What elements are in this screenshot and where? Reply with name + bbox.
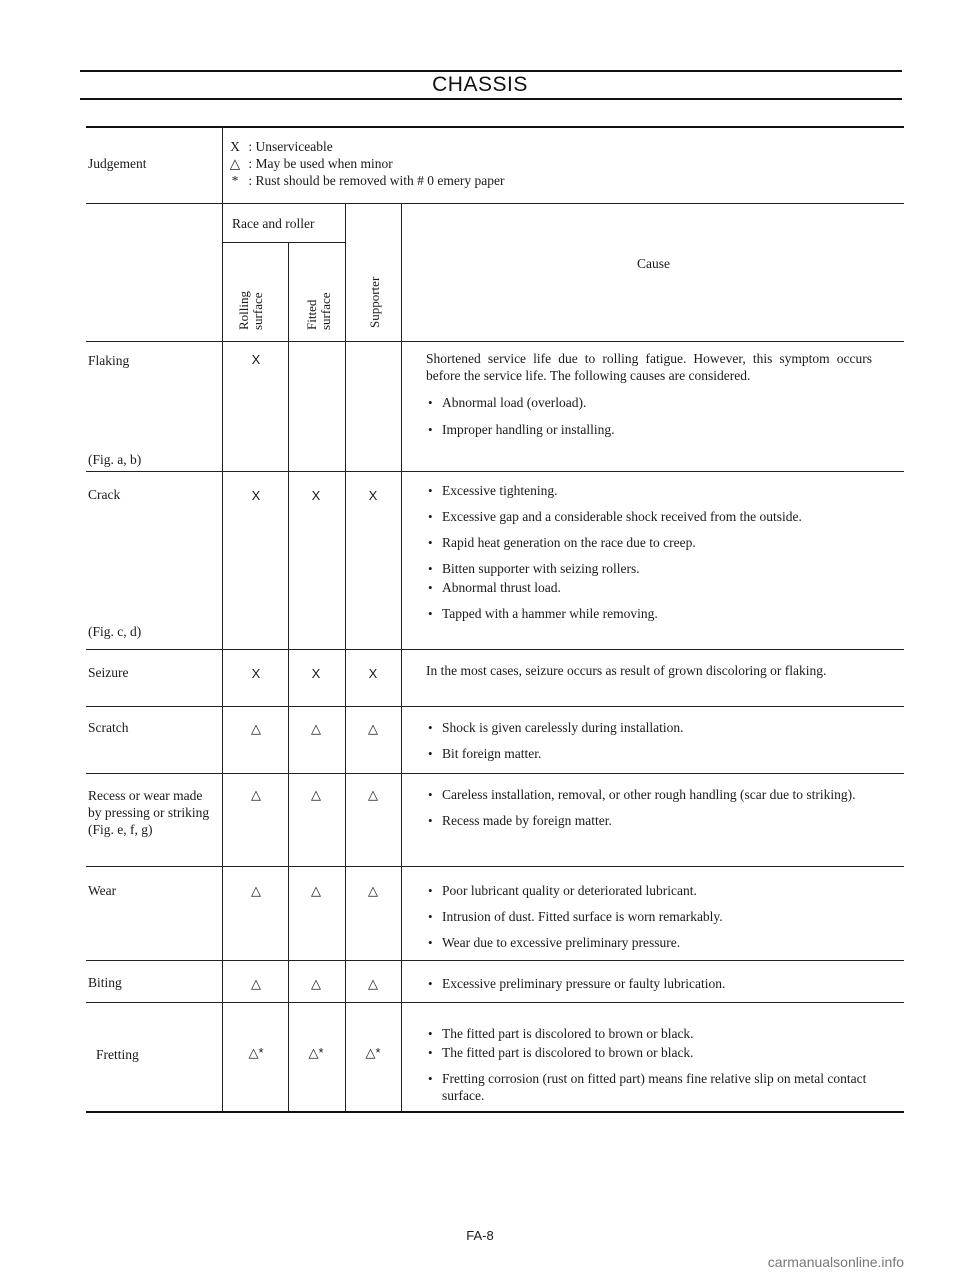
header-bottom-rule xyxy=(80,98,902,100)
mark-fitted: △* xyxy=(308,1045,324,1060)
cause-bullet: • Rapid heat generation on the race due to creep. xyxy=(426,534,872,551)
cause-bullet: • Improper handling or installing. xyxy=(426,421,872,438)
legend-text: May be used when minor xyxy=(255,156,393,171)
judgement-label: Judgement xyxy=(88,156,147,171)
row-name-seizure: Seizure xyxy=(88,665,129,680)
row-name-flaking: Flaking xyxy=(88,353,130,368)
mark-supporter: △ xyxy=(368,976,378,991)
row-rule-seizure xyxy=(86,706,904,707)
group-header-rule xyxy=(222,242,346,243)
mark-supporter: △ xyxy=(368,787,378,802)
row-fig-recess: (Fig. e, f, g) xyxy=(88,822,153,837)
row-rule-crack xyxy=(86,649,904,650)
cause-cell-scratch xyxy=(426,719,872,762)
cause-cell-crack xyxy=(426,482,872,622)
cause-bullet: • Bit foreign matter. xyxy=(426,745,872,762)
legend-item-unserviceable: X : Unserviceable xyxy=(225,138,333,155)
mark-supporter: X xyxy=(368,488,378,503)
legend-symbol: △ xyxy=(229,156,241,171)
mark-rolling: △ xyxy=(251,883,261,898)
mark-supporter: △* xyxy=(365,1045,381,1060)
legend-item-rust: * : Rust should be removed with # 0 emery paper xyxy=(225,172,504,189)
mark-rolling: △ xyxy=(251,721,261,736)
fitted-surface-header: Fitted surface xyxy=(304,292,333,330)
cause-cell-wear xyxy=(426,882,872,951)
cause-cell-flaking xyxy=(426,350,872,438)
row-fig-flaking: (Fig. a, b) xyxy=(88,452,142,467)
row-name-biting: Biting xyxy=(88,975,122,990)
mark-rolling: X xyxy=(251,666,261,681)
mark-fitted: △ xyxy=(311,721,321,736)
rolling-surface-header: Rolling surface xyxy=(236,290,265,330)
watermark: carmanualsonline.info xyxy=(767,1254,904,1270)
mark-rolling: △ xyxy=(251,787,261,802)
row-rule-biting xyxy=(86,1002,904,1003)
row-name-fretting: Fretting xyxy=(96,1047,139,1062)
mark-fitted: △ xyxy=(311,976,321,991)
cause-bullet: • Careless installation, removal, or other rough handling (scar due to striking). xyxy=(426,786,872,803)
cause-bullet: • Wear due to excessive preliminary pressure. xyxy=(426,934,872,951)
legend-bottom-rule xyxy=(86,203,904,204)
header-top-rule xyxy=(80,70,902,72)
cause-bullet: • Excessive preliminary pressure or faulty lubrication. xyxy=(426,975,872,992)
row-fig-crack: (Fig. c, d) xyxy=(88,624,142,639)
legend-text: Rust should be removed with # 0 emery paper xyxy=(255,173,505,188)
cause-bullet: • The fitted part is discolored to brown or black. xyxy=(426,1025,872,1042)
cause-bullet: • Excessive gap and a considerable shock received from the outside. xyxy=(426,508,872,525)
legend-text: Unserviceable xyxy=(255,139,333,154)
legend-symbol: X xyxy=(230,139,240,154)
cause-cell-recess xyxy=(426,786,872,829)
legend-symbol: * xyxy=(231,173,239,188)
row-name-scratch: Scratch xyxy=(88,720,129,735)
mark-fitted: △ xyxy=(311,883,321,898)
row-rule-flaking xyxy=(86,471,904,472)
cause-bullet: • Excessive tightening. xyxy=(426,482,872,499)
row-name-wear: Wear xyxy=(88,883,117,898)
cause-cell-fretting xyxy=(426,1025,872,1104)
cause-intro: Shortened service life due to rolling fatigue. However, this symptom occurs before the service life. The following causes are considered. xyxy=(426,351,872,383)
mark-supporter: △ xyxy=(368,883,378,898)
table-top-rule xyxy=(86,126,904,128)
cause-bullet: • Poor lubricant quality or deteriorated lubricant. xyxy=(426,882,872,899)
cause-cell-seizure xyxy=(426,662,872,679)
mark-fitted: X xyxy=(311,666,321,681)
row-name-recess: Recess or wear made by pressing or striking (Fig. e, f, g) xyxy=(88,787,216,838)
mark-supporter: △ xyxy=(368,721,378,736)
divider-left-col xyxy=(222,127,223,1112)
mark-rolling: X xyxy=(251,352,261,367)
table-bottom-rule xyxy=(86,1111,904,1113)
mark-fitted: △ xyxy=(311,787,321,802)
mark-rolling: X xyxy=(251,488,261,503)
column-header-rule xyxy=(86,341,904,342)
cause-bullet: • Shock is given carelessly during installation. xyxy=(426,719,872,736)
row-rule-recess xyxy=(86,866,904,867)
mark-fitted: X xyxy=(311,488,321,503)
cause-bullet: • Bitten supporter with seizing rollers. xyxy=(426,560,872,577)
row-name-crack: Crack xyxy=(88,487,121,502)
race-roller-header: Race and roller xyxy=(232,216,315,231)
page-number: FA-8 xyxy=(466,1228,494,1243)
cause-bullet: • Intrusion of dust. Fitted surface is worn remarkably. xyxy=(426,908,872,925)
supporter-header: Supporter xyxy=(367,276,382,328)
cause-bullet: • Recess made by foreign matter. xyxy=(426,812,872,829)
cause-intro: In the most cases, seizure occurs as result of grown discoloring or flaking. xyxy=(426,663,827,678)
mark-supporter: X xyxy=(368,666,378,681)
mark-rolling: △ xyxy=(251,976,261,991)
cause-bullet: • Abnormal thrust load. xyxy=(426,579,872,596)
cause-bullet: • Fretting corrosion (rust on fitted part) means fine relative slip on metal contact surface. xyxy=(426,1070,872,1104)
cause-bullet: • Abnormal load (overload). xyxy=(426,394,872,411)
page-title: CHASSIS xyxy=(432,73,528,96)
mark-rolling: △* xyxy=(248,1045,264,1060)
cause-cell-biting xyxy=(426,975,872,992)
cause-bullet: • Tapped with a hammer while removing. xyxy=(426,605,872,622)
cause-bullet: • The fitted part is discolored to brown or black. xyxy=(426,1044,872,1061)
cause-header: Cause xyxy=(637,256,670,271)
row-rule-wear xyxy=(86,960,904,961)
legend-item-minor: △ : May be used when minor xyxy=(225,155,393,172)
row-rule-scratch xyxy=(86,773,904,774)
